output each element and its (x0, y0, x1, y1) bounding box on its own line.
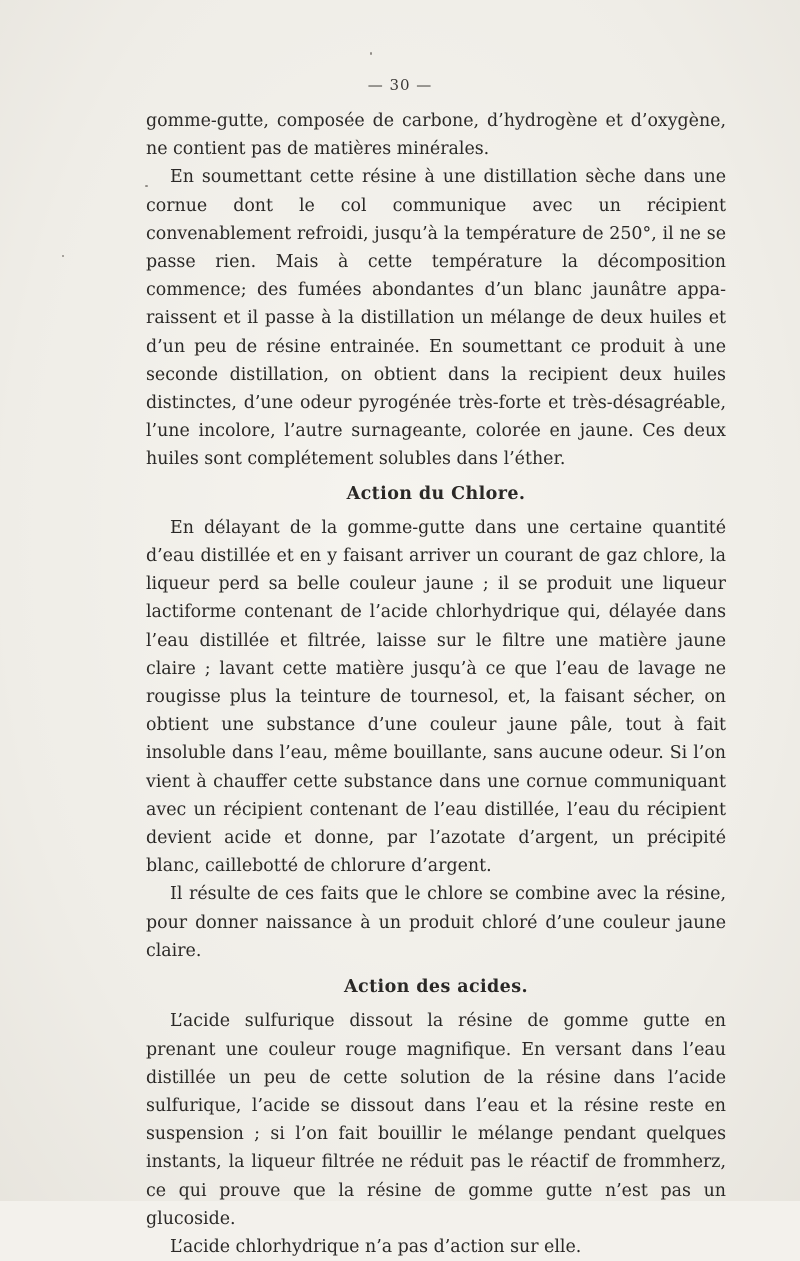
heading-action-chlore: Action du Chlore. (346, 483, 526, 504)
paragraph-acides-1: L’acide sulfurique dissout la résine de gomme gutte en prenant une couleur rouge magnifique. En versant dans l’eau distillée un peu de cette solution de la résine dans l’acide sulfurique, l’acide se dissout dans l’eau et la résine reste en suspension ; si l’on fait bouillir le mélange pendant quelques instants, la liqueur filtrée ne réduit pas le réactif de frommherz, ce qui prouve que la résine de gomme gutte n’est pas un glucoside. (146, 1011, 726, 1229)
paragraph-chlore-2: Il résulte de ces faits que le chlore se combine avec la résine, pour donner naissance à un produit chloré d’une couleur jaune claire. (146, 884, 726, 961)
heading-action-acides: Action des acides. (344, 977, 528, 998)
paragraph-chlore-1: En délayant de la gomme-gutte dans une certaine quantité d’eau distillée et en y faisant arriver un courant de gaz chlore, la liqueur perd sa belle couleur jaune ; il se produit une liqueur lactiforme contenant de l’acide chlorhydrique qui, délayée dans l’eau distillée et filtrée, laisse sur le filtre une matière jaune claire ; lavant cette matière jusqu’à ce que l’eau de lavage ne rougisse plus la teinture de tournesol, et, la faisant sécher, on obtient une substance d’une couleur jaune pâle, tout à fait insoluble dans l’eau, même bouillante, sans aucune odeur. Si l’on vient à chauffer cette substance dans une cornue communiquant avec un récipient contenant de l’eau distillée, l’eau du récipient devient acide et donne, par l’azotate d’argent, un précipité blanc, caillebotté de chlorure d’argent. (146, 517, 726, 877)
paper-speck (62, 255, 64, 257)
body-text (146, 107, 726, 1261)
paper-speck (370, 52, 372, 55)
paper-speck (145, 185, 148, 187)
page-number: — 30 — (367, 76, 433, 94)
paragraph-acides-2: L’acide chlorhydrique n’a pas d’action sur elle. (170, 1236, 582, 1257)
paragraph-intro-1: gomme-gutte, composée de carbone, d’hydrogène et d’oxygène, ne contient pas de matières minérales. (146, 111, 726, 160)
paragraph-intro-2: En soumettant cette résine à une distillation sèche dans une cornue dont le col communique avec un récipient convenablement refroidi, jusqu’à la température de 250°, il ne se passe rien. Mais à cette température la décomposition commence; des fumées abondantes d’un blanc jaunâtre apparaissent et il passe à la distillation un mélange de deux huiles et d’un peu de résine entrainée. En soumettant ce produit à une seconde distillation, on obtient dans la recipient deux huiles distinctes, d’une odeur pyrogénée très-forte et très-désagréable, l’une incolore, l’autre surnageante, colorée en jaune. Ces deux huiles sont complétement solubles dans l’éther. (146, 167, 726, 470)
